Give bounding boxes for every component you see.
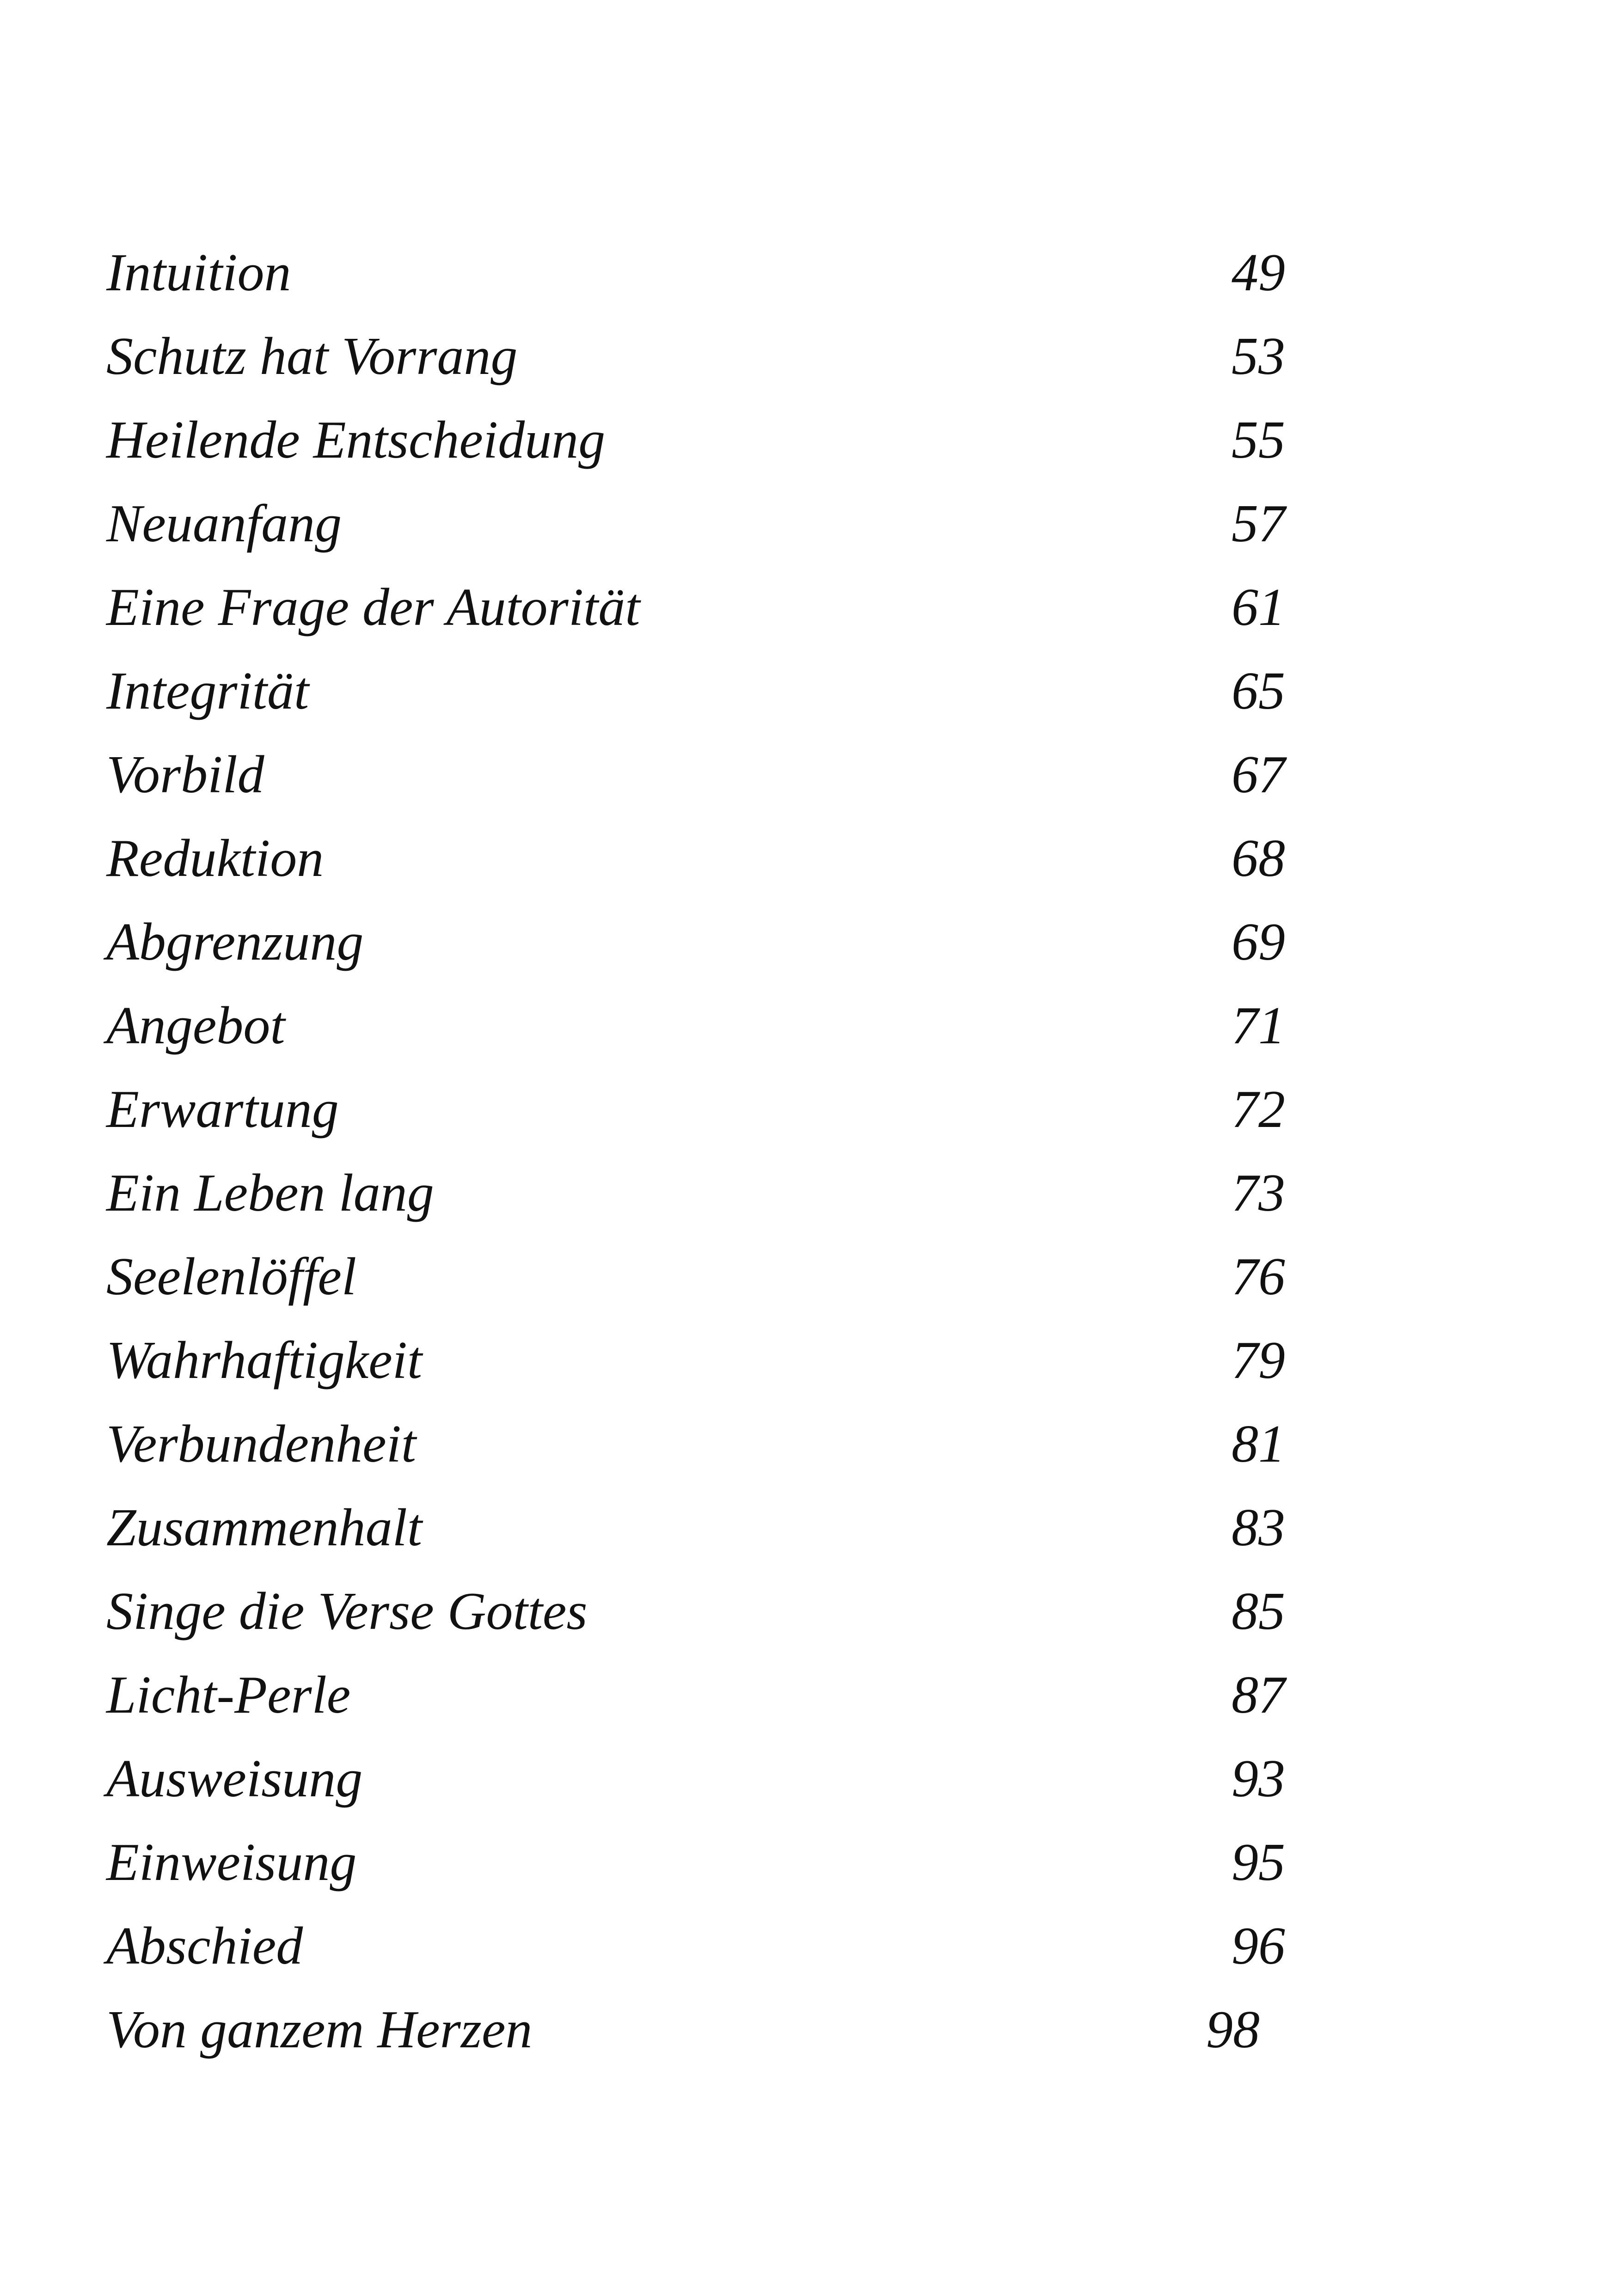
toc-entry bbox=[0, 649, 1618, 733]
toc-entry-title: Eine Frage der Autorität bbox=[106, 578, 640, 637]
toc-entry-page: 68 bbox=[1232, 829, 1285, 888]
toc-entry bbox=[0, 1068, 1618, 1151]
toc-entry-title: Seelenlöffel bbox=[106, 1247, 357, 1306]
toc-entry-page: 67 bbox=[1232, 745, 1285, 804]
toc-entry bbox=[0, 1402, 1618, 1486]
toc-entry-page: 83 bbox=[1232, 1498, 1285, 1557]
toc-entry bbox=[0, 900, 1618, 984]
toc-entry-title: Schutz hat Vorrang bbox=[106, 327, 518, 386]
toc-entry bbox=[0, 1319, 1618, 1402]
toc-entry-title: Singe die Verse Gottes bbox=[106, 1582, 588, 1641]
toc-entry-page: 73 bbox=[1232, 1163, 1285, 1223]
toc-entry-page: 49 bbox=[1232, 243, 1285, 302]
toc-entry bbox=[0, 1151, 1618, 1235]
toc-entry bbox=[0, 231, 1618, 314]
toc-entry bbox=[0, 1988, 1618, 2071]
toc-entry-page: 76 bbox=[1232, 1247, 1285, 1306]
toc-entry bbox=[0, 566, 1618, 649]
toc-entry bbox=[0, 1904, 1618, 1988]
toc-entry-page: 95 bbox=[1232, 1833, 1285, 1892]
toc-entry-page: 93 bbox=[1232, 1749, 1285, 1808]
toc-entry-title: Angebot bbox=[106, 996, 285, 1055]
toc-entry-page: 55 bbox=[1232, 410, 1285, 470]
toc-entry bbox=[0, 1821, 1618, 1904]
toc-entry-title: Abgrenzung bbox=[106, 912, 364, 972]
toc-entry-page: 69 bbox=[1232, 912, 1285, 972]
toc-entry-page: 71 bbox=[1232, 996, 1285, 1055]
toc-entry bbox=[0, 1235, 1618, 1318]
toc-entry-page: 53 bbox=[1232, 327, 1285, 386]
toc-entry-title: Ein Leben lang bbox=[106, 1163, 434, 1223]
toc-entry bbox=[0, 984, 1618, 1067]
toc-entry-title: Neuanfang bbox=[106, 494, 342, 553]
toc-entry bbox=[0, 1570, 1618, 1653]
toc-entry-title: Zusammenhalt bbox=[106, 1498, 423, 1557]
toc-entry-title: Verbundenheit bbox=[106, 1414, 417, 1474]
toc-entry-title: Licht-Perle bbox=[106, 1665, 351, 1725]
toc-entry bbox=[0, 733, 1618, 816]
toc-entry-page: 57 bbox=[1232, 494, 1285, 553]
toc-entry-title: Abschied bbox=[106, 1916, 303, 1976]
toc-entry-title: Von ganzem Herzen bbox=[106, 2000, 533, 2059]
toc-entry bbox=[0, 398, 1618, 482]
toc-entry-page: 96 bbox=[1232, 1916, 1285, 1976]
toc-entry-page: 85 bbox=[1232, 1582, 1285, 1641]
toc-entry-title: Vorbild bbox=[106, 745, 264, 804]
toc-entry bbox=[0, 482, 1618, 565]
toc-entry-page: 87 bbox=[1232, 1665, 1285, 1725]
toc-entry bbox=[0, 817, 1618, 900]
toc-entry-title: Reduktion bbox=[106, 829, 324, 888]
toc-entry-title: Einweisung bbox=[106, 1833, 357, 1892]
toc-entry-title: Integrität bbox=[106, 661, 309, 721]
toc-entry-page: 65 bbox=[1232, 661, 1285, 721]
toc-entry bbox=[0, 1486, 1618, 1569]
toc-entry-title: Ausweisung bbox=[106, 1749, 363, 1808]
toc-entry-page: 61 bbox=[1232, 578, 1285, 637]
toc-entry bbox=[0, 1737, 1618, 1820]
toc-entry-title: Erwartung bbox=[106, 1080, 339, 1139]
toc-entry-title: Wahrhaftigkeit bbox=[106, 1331, 423, 1390]
toc-entry-page: 79 bbox=[1232, 1331, 1285, 1390]
toc-entry bbox=[0, 1653, 1618, 1737]
toc-entry-title: Heilende Entscheidung bbox=[106, 410, 606, 470]
toc-entry-page: 81 bbox=[1232, 1414, 1285, 1474]
toc-entry bbox=[0, 315, 1618, 398]
toc-entry-page: 98 bbox=[1206, 2000, 1260, 2059]
toc-entry-page: 72 bbox=[1232, 1080, 1285, 1139]
toc-entry-title: Intuition bbox=[106, 243, 291, 302]
